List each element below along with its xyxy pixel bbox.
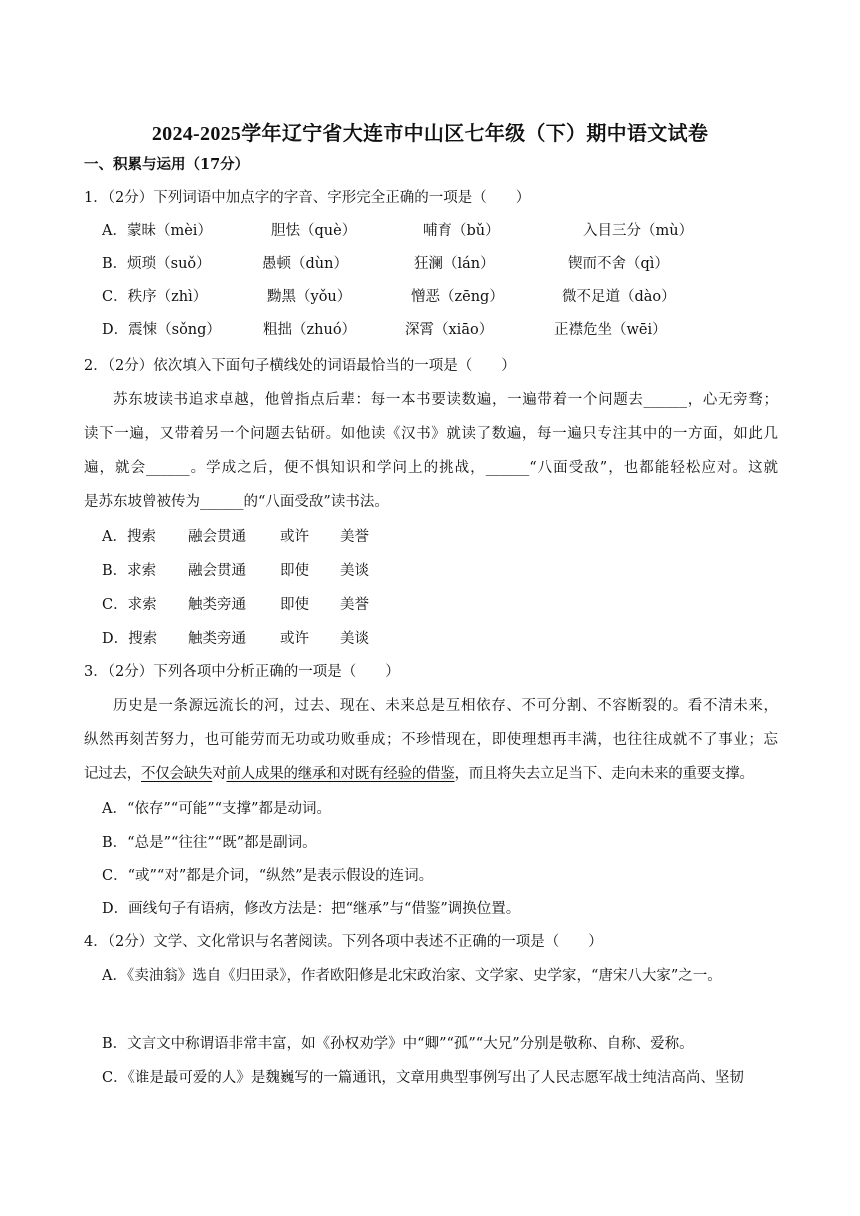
- q1-row-d-col2: 粗拙（zhuó）: [263, 322, 357, 338]
- q2-option-d-word2: 触类旁通: [188, 631, 246, 647]
- q3-passage-line: 历史是一条源远流长的河，过去、现在、未来总是互相依存、不可分割、不容断裂的。看不清未来，: [113, 698, 778, 714]
- q3-text: 对: [212, 766, 227, 782]
- q2-option-b-word3: 即使: [280, 563, 309, 579]
- q4-option-b: B．文言文中称谓语非常丰富，如《孙权劝学》中“卿”“孤”“大兄”分别是敬称、自称、爱称。: [102, 1036, 694, 1052]
- q2-option-b-word4: 美谈: [340, 563, 369, 579]
- q2-option-d-word1: D．搜索: [102, 631, 158, 647]
- q2-option-a-word1: A．搜索: [102, 529, 156, 545]
- q2-option-a-word3: 或许: [280, 529, 309, 545]
- section-heading: 一、积累与运用（17分）: [84, 156, 250, 173]
- q1-row-a-col1: A．蒙昧（mèi）: [102, 223, 212, 239]
- q1-row-a-col3: 哺育（bǔ）: [423, 223, 500, 239]
- q1-row-c-col2: 黝黑（yǒu）: [267, 289, 352, 305]
- q2-option-c-word1: C．求索: [102, 597, 157, 613]
- q2-passage-line: 是苏东坡曾被传为______的“八面受敌”读书法。: [84, 494, 389, 510]
- q1-row-a-col4: 入目三分（mù）: [583, 223, 694, 239]
- q1-row-b-col3: 狂澜（lán）: [414, 256, 495, 272]
- q3-underlined-text: 前人成果的继承和对既: [226, 766, 369, 782]
- q1-row-c-col3: 憎恶（zēng）: [411, 289, 504, 305]
- q1-row-b-col1: B．烦琐（suǒ）: [102, 256, 211, 272]
- q1-row-b-col4: 锲而不舍（qì）: [568, 256, 669, 272]
- q3-option-d: D．画线句子有语病，修改方法是：把“继承”与“借鉴”调换位置。: [102, 901, 521, 917]
- q2-passage-line: 苏东坡读书追求卓越，他曾指点后辈：每一本书要读数遍，一遍带着一个问题去______，心无旁骛；: [113, 392, 778, 408]
- q3-underlined-text: 不仅会缺失: [141, 766, 213, 782]
- q2-option-c-word3: 即使: [280, 597, 309, 613]
- q3-underlined-text: 有经验的借鉴: [369, 766, 455, 782]
- q4-option-c: C．《谁是最可爱的人》是魏巍写的一篇通讯，文章用典型事例写出了人民志愿军战士纯洁高尚、坚韧: [102, 1070, 744, 1086]
- question-1-stem: 1．（2分）下列词语中加点字的字音、字形完全正确的一项是（ ）: [84, 190, 531, 206]
- q3-text: ，而且将失去立足当下、走向未来的重要支撑。: [454, 766, 754, 782]
- q2-option-c-word4: 美誉: [340, 597, 369, 613]
- question-4-stem: 4．（2分）文学、文化常识与名著阅读。下列各项中表述不正确的一项是（ ）: [84, 934, 603, 950]
- q4-option-a: A．《卖油翁》选自《归田录》，作者欧阳修是北宋政治家、文学家、史学家，“唐宋八大家”之一。: [102, 968, 722, 984]
- q1-row-a-col2: 胆怯（què）: [271, 223, 357, 239]
- q2-option-c-word2: 触类旁通: [188, 597, 246, 613]
- q3-text: 记过去，: [84, 766, 141, 782]
- q2-option-a-word4: 美誉: [340, 529, 369, 545]
- q3-option-a: A．“依存”“可能”“支撑”都是动词。: [102, 801, 331, 817]
- page-title: 2024-2025学年辽宁省大连市中山区七年级（下）期中语文试卷: [151, 123, 709, 145]
- q2-passage-line: 遍，就会______。学成之后，便不惧知识和学问上的挑战，______“八面受敌”，也都能轻松应对。这就: [84, 460, 778, 476]
- question-2-stem: 2．（2分）依次填入下面句子横线处的词语最恰当的一项是（ ）: [84, 358, 516, 374]
- q3-passage-line: 纵然再刻苦努力，也可能劳而无功或功败垂成；不珍惜现在，即使理想再丰满，也往往成就不了事业；忘: [84, 732, 778, 748]
- q1-row-c-col4: 微不足道（dào）: [562, 289, 676, 305]
- q3-option-c: C．“或”“对”都是介词，“纵然”是表示假设的连词。: [102, 868, 434, 884]
- q2-option-d-word3: 或许: [280, 631, 309, 647]
- q1-row-c-col1: C．秩序（zhì）: [102, 289, 208, 305]
- q2-option-b-word1: B．求索: [102, 563, 157, 579]
- q2-option-a-word2: 融会贯通: [188, 529, 246, 545]
- q1-row-d-col4: 正襟危坐（wēi）: [554, 322, 667, 338]
- q2-option-d-word4: 美谈: [340, 631, 369, 647]
- question-3-stem: 3．（2分）下列各项中分析正确的一项是（ ）: [84, 664, 400, 680]
- q1-row-d-col3: 深霄（xiāo）: [405, 322, 494, 338]
- q1-row-b-col2: 愚顿（dùn）: [262, 256, 348, 272]
- q2-passage-line: 读下一遍，又带着另一个问题去钻研。如他读《汉书》就读了数遍，每一遍只专注其中的一方面，如此几: [84, 426, 778, 442]
- q1-row-d-col1: D．震悚（sǒng）: [102, 322, 221, 338]
- q3-option-b: B．“总是”“往往”“既”都是副词。: [102, 835, 317, 851]
- q3-passage-line: [84, 757, 778, 791]
- q2-option-b-word2: 融会贯通: [188, 563, 246, 579]
